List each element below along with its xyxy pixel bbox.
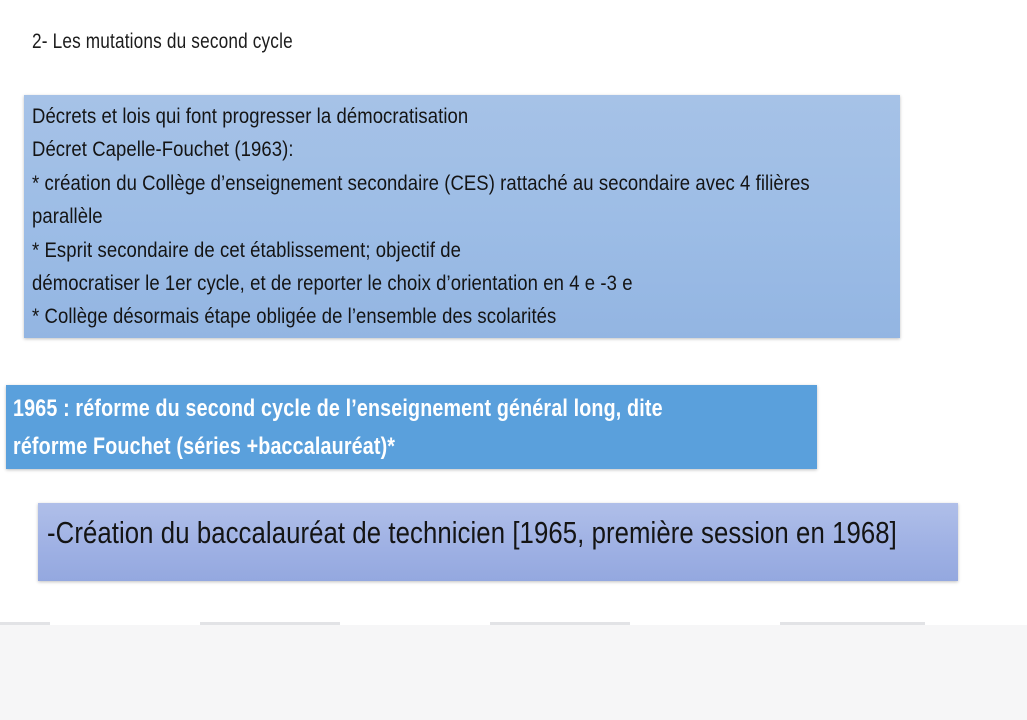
decrees-line: * Esprit secondaire de cet établissement; objectif de [32,238,462,262]
decrees-line: Décrets et lois qui font progresser la démocratisation [32,104,469,128]
decrees-line: démocratiser le 1er cycle, et de reporter le choix d’orientation en 4 e -3 e [32,271,633,295]
decrees-line: parallèle [32,204,103,228]
fouchet-line: 1965 : réforme du second cycle de l’enseignement général long, dite [13,395,663,422]
blank-lower-area [0,625,1027,720]
decrees-text-box [24,95,900,338]
fouchet-reform-box [6,385,817,469]
slide-title: 2- Les mutations du second cycle [32,30,293,53]
fouchet-line: réforme Fouchet (séries +baccalauréat)* [13,433,396,460]
bac-technicien-box [38,503,958,581]
decrees-line: Décret Capelle-Fouchet (1963): [32,137,294,161]
bac-technicien-text: -Création du baccalauréat de technicien [1965, première session en 1968] [47,515,897,550]
decrees-line: * Collège désormais étape obligée de l’ensemble des scolarités [32,304,557,328]
decrees-line: * création du Collège d’enseignement secondaire (CES) rattaché au secondaire avec 4 filières [32,171,810,195]
